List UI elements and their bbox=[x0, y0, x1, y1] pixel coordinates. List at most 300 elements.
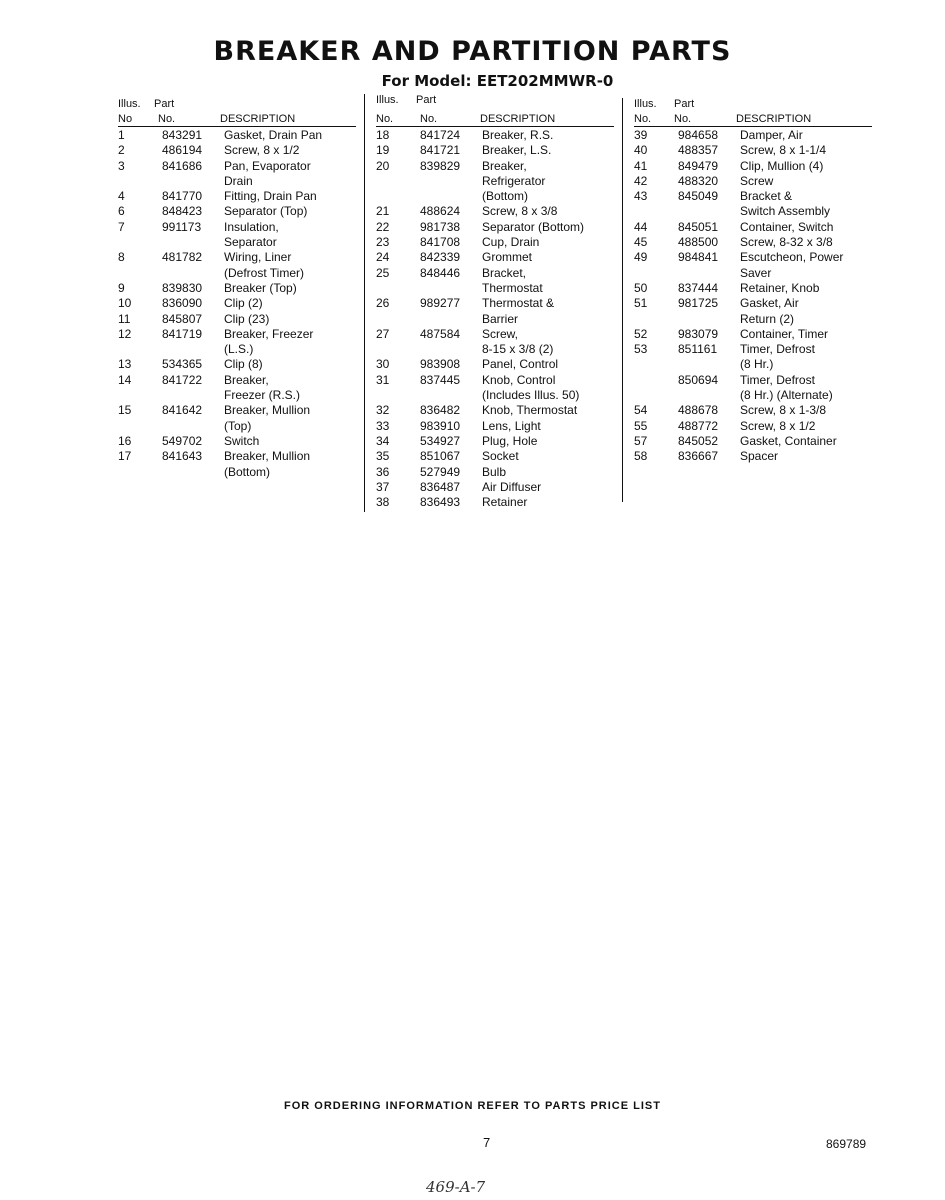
parts-row bbox=[376, 174, 614, 189]
parts-row bbox=[118, 296, 356, 311]
illus-number: 19 bbox=[376, 143, 390, 158]
illus-number bbox=[376, 312, 420, 327]
part-description: Saver bbox=[740, 265, 772, 280]
parts-row bbox=[634, 266, 872, 281]
part-number: 836090 bbox=[162, 296, 203, 311]
part-number: 488500 bbox=[678, 235, 719, 250]
part-description: Breaker, L.S. bbox=[482, 143, 552, 158]
illus-number: 52 bbox=[634, 326, 648, 341]
parts-row bbox=[376, 266, 614, 281]
parts-row bbox=[118, 235, 356, 250]
handwritten-note: 469-A-7 bbox=[426, 1178, 486, 1196]
part-number: 488772 bbox=[678, 418, 719, 433]
part-description: Plug, Hole bbox=[482, 433, 538, 448]
part-description: Barrier bbox=[482, 311, 519, 326]
part-number: 841719 bbox=[162, 326, 203, 341]
part-description: Socket bbox=[482, 449, 519, 464]
part-number bbox=[162, 235, 224, 250]
parts-row bbox=[118, 204, 356, 219]
parts-column-3 bbox=[634, 94, 872, 465]
parts-row bbox=[634, 174, 872, 189]
part-description: Breaker, Freezer bbox=[224, 326, 314, 341]
page-title: BREAKER AND PARTITION PARTS bbox=[213, 36, 732, 67]
illus-number bbox=[634, 373, 678, 388]
illus-number: 35 bbox=[376, 449, 390, 464]
part-number: 842339 bbox=[420, 250, 461, 265]
illus-number: 20 bbox=[376, 158, 390, 173]
part-number: 843291 bbox=[162, 128, 203, 142]
column-header bbox=[376, 94, 614, 128]
part-number: 850694 bbox=[678, 372, 719, 387]
part-number: 488678 bbox=[678, 403, 719, 418]
illus-number: 45 bbox=[634, 235, 648, 250]
illus-number: 32 bbox=[376, 403, 390, 418]
part-number: 845807 bbox=[162, 311, 203, 326]
parts-list bbox=[634, 128, 872, 465]
parts-row bbox=[118, 449, 356, 464]
part-description: Switch bbox=[224, 433, 260, 448]
part-description: Drain bbox=[224, 173, 253, 188]
part-description: Return (2) bbox=[740, 311, 795, 326]
parts-row bbox=[634, 373, 872, 388]
part-number: 849479 bbox=[678, 158, 719, 173]
part-description: Pan, Evaporator bbox=[224, 158, 311, 173]
no-label: No. bbox=[376, 113, 394, 125]
part-number bbox=[420, 281, 482, 296]
part-description: Screw, 8 x 1/2 bbox=[224, 143, 300, 158]
illus-number: 3 bbox=[118, 158, 125, 173]
no-label: No. bbox=[674, 113, 692, 125]
part-number bbox=[420, 312, 482, 327]
column-header bbox=[118, 94, 356, 128]
part-description: Container, Timer bbox=[740, 326, 829, 341]
illus-number bbox=[118, 342, 162, 357]
illus-number: 6 bbox=[118, 204, 125, 219]
column-header bbox=[634, 94, 872, 128]
part-number: 984658 bbox=[678, 128, 719, 142]
model-subtitle: For Model: EET202MMWR-0 bbox=[381, 72, 614, 90]
parts-row bbox=[118, 403, 356, 418]
illus-number: 41 bbox=[634, 158, 648, 173]
part-description: Breaker, bbox=[482, 158, 527, 173]
part-description: Air Diffuser bbox=[482, 479, 542, 494]
illus-number bbox=[118, 388, 162, 403]
part-description: Fitting, Drain Pan bbox=[224, 189, 317, 204]
parts-row bbox=[634, 250, 872, 265]
part-number bbox=[678, 357, 740, 372]
part-description: Bracket & bbox=[740, 189, 793, 204]
part-description: Screw, bbox=[482, 326, 519, 341]
illus-number bbox=[376, 174, 420, 189]
parts-row bbox=[376, 388, 614, 403]
part-description: Breaker, R.S. bbox=[482, 128, 554, 142]
part-description: (Bottom) bbox=[224, 464, 271, 479]
illus-number: 42 bbox=[634, 173, 648, 188]
part-number: 841722 bbox=[162, 372, 203, 387]
part-description: Knob, Thermostat bbox=[482, 403, 578, 418]
parts-row bbox=[376, 143, 614, 158]
page-number: 7 bbox=[483, 1135, 491, 1150]
part-number: 837445 bbox=[420, 372, 461, 387]
parts-row bbox=[634, 189, 872, 204]
illus-number: 34 bbox=[376, 433, 390, 448]
illus-number: 27 bbox=[376, 326, 390, 341]
part-description: Damper, Air bbox=[740, 128, 803, 142]
parts-list bbox=[118, 128, 356, 480]
part-number: 841686 bbox=[162, 158, 203, 173]
part-number bbox=[162, 266, 224, 281]
part-description: Cup, Drain bbox=[482, 235, 540, 250]
part-description: (Top) bbox=[224, 418, 252, 433]
illus-number: 16 bbox=[118, 433, 132, 448]
part-description: 8-15 x 3/8 (2) bbox=[482, 342, 554, 357]
part-number: 488320 bbox=[678, 173, 719, 188]
document-number: 869789 bbox=[826, 1137, 867, 1151]
part-description: Clip (23) bbox=[224, 311, 270, 326]
illus-number: 8 bbox=[118, 250, 125, 265]
parts-row bbox=[376, 357, 614, 372]
illus-label: Illus. bbox=[118, 98, 141, 110]
part-description: Screw, 8 x 3/8 bbox=[482, 204, 558, 219]
parts-row bbox=[118, 250, 356, 265]
part-number: 848446 bbox=[420, 265, 461, 280]
parts-row bbox=[634, 235, 872, 250]
illus-number bbox=[118, 174, 162, 189]
parts-row bbox=[376, 434, 614, 449]
part-description: Grommet bbox=[482, 250, 533, 265]
part-number: 487584 bbox=[420, 326, 461, 341]
part-number bbox=[420, 189, 482, 204]
parts-row bbox=[634, 388, 872, 403]
illus-number: 50 bbox=[634, 280, 648, 295]
parts-row bbox=[376, 495, 614, 510]
part-number: 488357 bbox=[678, 143, 719, 158]
part-number: 549702 bbox=[162, 433, 203, 448]
part-description: Breaker, Mullion bbox=[224, 403, 311, 418]
part-label: Part bbox=[416, 94, 437, 106]
illus-number: 49 bbox=[634, 250, 648, 265]
parts-row bbox=[634, 312, 872, 327]
illus-number: 30 bbox=[376, 357, 390, 372]
illus-number bbox=[118, 266, 162, 281]
illus-number bbox=[376, 189, 420, 204]
parts-row bbox=[634, 449, 872, 464]
header-rule bbox=[376, 126, 614, 127]
parts-row bbox=[634, 143, 872, 158]
ordering-note: FOR ORDERING INFORMATION REFER TO PARTS PRICE LIST bbox=[284, 1100, 661, 1112]
part-number: 845049 bbox=[678, 189, 719, 204]
parts-row bbox=[118, 159, 356, 174]
parts-row bbox=[376, 250, 614, 265]
parts-row bbox=[376, 327, 614, 342]
illus-number: 18 bbox=[376, 128, 390, 142]
part-number: 841643 bbox=[162, 449, 203, 464]
header-rule bbox=[634, 126, 872, 127]
illus-number bbox=[634, 312, 678, 327]
illus-number: 57 bbox=[634, 433, 648, 448]
illus-number bbox=[376, 388, 420, 403]
part-number: 991173 bbox=[162, 219, 202, 234]
part-number bbox=[678, 266, 740, 281]
parts-row bbox=[376, 220, 614, 235]
no-label: No. bbox=[634, 113, 652, 125]
illus-number: 24 bbox=[376, 250, 390, 265]
part-description: Retainer bbox=[482, 495, 528, 510]
part-number bbox=[162, 174, 224, 189]
part-number bbox=[162, 342, 224, 357]
part-number bbox=[420, 388, 482, 403]
part-description: Spacer bbox=[740, 449, 779, 464]
illus-number: 53 bbox=[634, 342, 648, 357]
part-description: Refrigerator bbox=[482, 173, 546, 188]
parts-row bbox=[376, 373, 614, 388]
illus-number: 43 bbox=[634, 189, 648, 204]
part-description: Thermostat bbox=[482, 280, 543, 295]
part-number: 981738 bbox=[420, 219, 461, 234]
part-description: Thermostat & bbox=[482, 296, 555, 311]
illus-number: 9 bbox=[118, 280, 125, 295]
part-number: 836487 bbox=[420, 479, 461, 494]
part-description: Container, Switch bbox=[740, 219, 834, 234]
illus-number: 10 bbox=[118, 296, 132, 311]
part-description: Separator (Bottom) bbox=[482, 219, 585, 234]
parts-row bbox=[376, 128, 614, 143]
parts-row bbox=[118, 434, 356, 449]
parts-row bbox=[634, 403, 872, 418]
part-number bbox=[678, 204, 740, 219]
part-description: (Includes Illus. 50) bbox=[482, 388, 580, 403]
part-label: Part bbox=[154, 98, 175, 110]
part-number: 486194 bbox=[162, 143, 203, 158]
part-number bbox=[420, 342, 482, 357]
illus-number: 21 bbox=[376, 204, 390, 219]
part-number: 841724 bbox=[420, 128, 461, 142]
parts-row bbox=[634, 342, 872, 357]
parts-row bbox=[118, 174, 356, 189]
part-number: 845051 bbox=[678, 219, 719, 234]
parts-row bbox=[634, 204, 872, 219]
illus-number bbox=[376, 342, 420, 357]
parts-row bbox=[376, 419, 614, 434]
part-number: 839830 bbox=[162, 280, 203, 295]
illus-number: 17 bbox=[118, 449, 132, 464]
part-number bbox=[678, 388, 740, 403]
part-description: Gasket, Drain Pan bbox=[224, 128, 323, 142]
parts-row bbox=[376, 342, 614, 357]
part-description: Gasket, Container bbox=[740, 433, 837, 448]
parts-row bbox=[376, 296, 614, 311]
illus-label: Illus. bbox=[376, 94, 399, 106]
part-description: Screw, 8-32 x 3/8 bbox=[740, 235, 833, 250]
part-number: 841721 bbox=[420, 143, 461, 158]
part-number: 983908 bbox=[420, 357, 461, 372]
part-description: Wiring, Liner bbox=[224, 250, 292, 265]
part-description: Screw, 8 x 1-3/8 bbox=[740, 403, 827, 418]
part-number: 836482 bbox=[420, 403, 461, 418]
parts-row bbox=[634, 419, 872, 434]
description-label: DESCRIPTION bbox=[220, 113, 296, 125]
illus-number: 7 bbox=[118, 219, 125, 234]
illus-number: 13 bbox=[118, 357, 132, 372]
illus-number: 37 bbox=[376, 479, 390, 494]
parts-row bbox=[118, 465, 356, 480]
part-description: Separator (Top) bbox=[224, 204, 308, 219]
illus-number: 11 bbox=[118, 311, 131, 326]
parts-row bbox=[376, 465, 614, 480]
parts-row bbox=[376, 204, 614, 219]
parts-row bbox=[376, 281, 614, 296]
illus-number: 22 bbox=[376, 219, 390, 234]
description-label: DESCRIPTION bbox=[736, 113, 812, 125]
part-description: Knob, Control bbox=[482, 372, 556, 387]
part-description: Panel, Control bbox=[482, 357, 559, 372]
part-description: Screw bbox=[740, 173, 774, 188]
illus-number: 58 bbox=[634, 449, 648, 464]
part-number: 984841 bbox=[678, 250, 719, 265]
part-number: 488624 bbox=[420, 204, 461, 219]
part-description: Breaker (Top) bbox=[224, 280, 297, 295]
illus-number: 33 bbox=[376, 418, 390, 433]
part-description: Escutcheon, Power bbox=[740, 250, 844, 265]
part-number bbox=[420, 174, 482, 189]
part-description: Screw, 8 x 1/2 bbox=[740, 418, 816, 433]
illus-number: 12 bbox=[118, 326, 132, 341]
parts-row bbox=[118, 357, 356, 372]
no-label: No. bbox=[420, 113, 438, 125]
part-description: Breaker, bbox=[224, 372, 269, 387]
header-rule bbox=[118, 126, 356, 127]
part-number: 989277 bbox=[420, 296, 461, 311]
illus-number bbox=[118, 465, 162, 480]
part-number: 841708 bbox=[420, 235, 461, 250]
part-number: 839829 bbox=[420, 158, 461, 173]
illus-number: 15 bbox=[118, 403, 132, 418]
part-number: 983910 bbox=[420, 418, 461, 433]
part-number: 836667 bbox=[678, 449, 719, 464]
part-description: Freezer (R.S.) bbox=[224, 388, 301, 403]
illus-number: 14 bbox=[118, 372, 132, 387]
part-number: 845052 bbox=[678, 433, 719, 448]
part-number: 481782 bbox=[162, 250, 203, 265]
description-label: DESCRIPTION bbox=[480, 113, 556, 125]
parts-row bbox=[118, 189, 356, 204]
illus-number: 23 bbox=[376, 235, 390, 250]
illus-number: 1 bbox=[118, 128, 125, 142]
part-description: Clip (2) bbox=[224, 296, 263, 311]
parts-row bbox=[376, 235, 614, 250]
part-number: 534365 bbox=[162, 357, 203, 372]
part-number bbox=[162, 419, 224, 434]
part-description: Bulb bbox=[482, 464, 507, 479]
part-description: Clip, Mullion (4) bbox=[740, 158, 824, 173]
parts-row bbox=[118, 281, 356, 296]
parts-row bbox=[118, 419, 356, 434]
illus-number bbox=[634, 388, 678, 403]
illus-number bbox=[634, 266, 678, 281]
illus-number: 40 bbox=[634, 143, 648, 158]
illus-number: 26 bbox=[376, 296, 390, 311]
parts-list bbox=[376, 128, 614, 510]
illus-number: 55 bbox=[634, 418, 648, 433]
illus-number: 38 bbox=[376, 495, 390, 510]
parts-row bbox=[376, 403, 614, 418]
part-number bbox=[162, 388, 224, 403]
part-label: Part bbox=[674, 98, 695, 110]
illus-number: 39 bbox=[634, 128, 648, 142]
parts-row bbox=[634, 220, 872, 235]
parts-column-2 bbox=[376, 94, 614, 510]
parts-row bbox=[376, 312, 614, 327]
part-number bbox=[162, 465, 224, 480]
part-description: Clip (8) bbox=[224, 357, 263, 372]
part-number: 851067 bbox=[420, 449, 461, 464]
column-divider bbox=[622, 98, 623, 502]
parts-column-1 bbox=[118, 94, 356, 480]
parts-row bbox=[118, 266, 356, 281]
part-description: Lens, Light bbox=[482, 418, 541, 433]
part-description: Switch Assembly bbox=[740, 204, 831, 219]
illus-number: 2 bbox=[118, 143, 125, 158]
illus-number bbox=[118, 419, 162, 434]
part-description: Timer, Defrost bbox=[740, 342, 815, 357]
parts-row bbox=[118, 312, 356, 327]
part-description: Retainer, Knob bbox=[740, 280, 820, 295]
parts-row bbox=[634, 128, 872, 143]
part-description: (Bottom) bbox=[482, 189, 529, 204]
no-label: No bbox=[118, 113, 133, 125]
part-description: Timer, Defrost bbox=[740, 372, 815, 387]
illus-number: 36 bbox=[376, 464, 390, 479]
part-description: Gasket, Air bbox=[740, 296, 799, 311]
illus-number bbox=[634, 357, 678, 372]
parts-row bbox=[118, 342, 356, 357]
part-description: Separator bbox=[224, 235, 277, 250]
part-description: (Defrost Timer) bbox=[224, 265, 305, 280]
parts-row bbox=[118, 220, 356, 235]
part-description: (8 Hr.) bbox=[740, 357, 774, 372]
parts-row bbox=[376, 159, 614, 174]
parts-row bbox=[118, 388, 356, 403]
illus-label: Illus. bbox=[634, 98, 657, 110]
parts-row bbox=[634, 281, 872, 296]
column-divider bbox=[364, 94, 365, 512]
part-number: 851161 bbox=[678, 342, 718, 357]
part-description: Bracket, bbox=[482, 265, 527, 280]
illus-number: 25 bbox=[376, 265, 390, 280]
parts-row bbox=[634, 296, 872, 311]
illus-number: 44 bbox=[634, 219, 648, 234]
part-number: 837444 bbox=[678, 280, 719, 295]
part-number: 534927 bbox=[420, 433, 461, 448]
part-number: 527949 bbox=[420, 464, 461, 479]
no-label: No. bbox=[158, 113, 176, 125]
part-number: 848423 bbox=[162, 204, 203, 219]
parts-row bbox=[634, 357, 872, 372]
part-description: (L.S.) bbox=[224, 342, 254, 357]
parts-row bbox=[376, 480, 614, 495]
illus-number bbox=[118, 235, 162, 250]
part-number: 983079 bbox=[678, 326, 719, 341]
illus-number: 51 bbox=[634, 296, 648, 311]
illus-number bbox=[634, 204, 678, 219]
part-number: 981725 bbox=[678, 296, 719, 311]
parts-row bbox=[634, 434, 872, 449]
parts-row bbox=[634, 159, 872, 174]
part-description: Insulation, bbox=[224, 219, 279, 234]
parts-row bbox=[118, 128, 356, 143]
part-description: Breaker, Mullion bbox=[224, 449, 311, 464]
illus-number: 31 bbox=[376, 372, 390, 387]
